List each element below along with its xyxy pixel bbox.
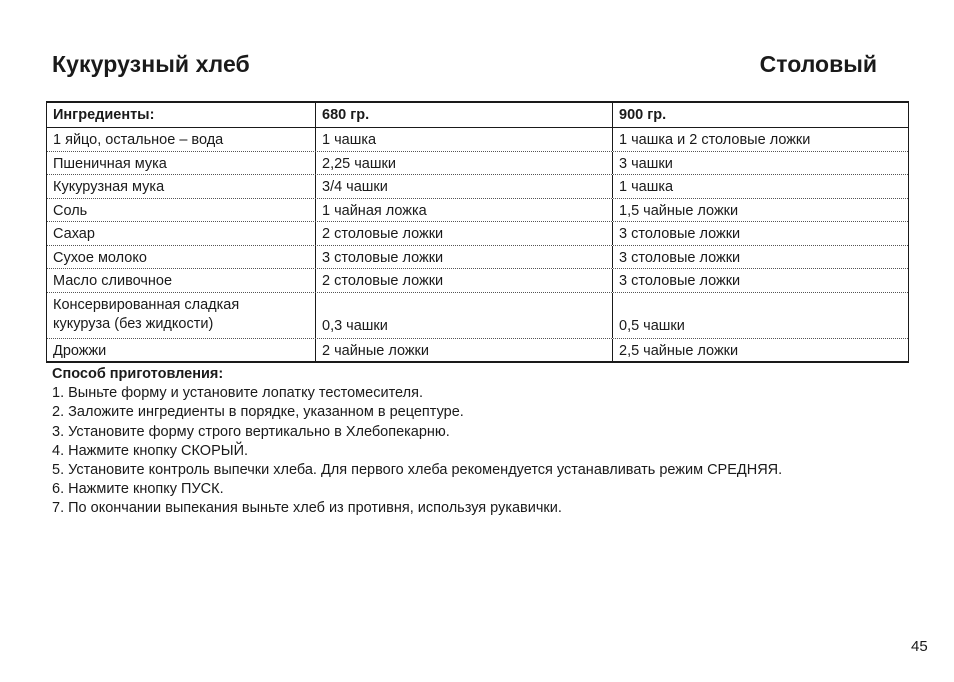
method-step: 6. Нажмите кнопку ПУСК. [52,481,224,498]
method-heading: Способ приготовления: [52,366,224,382]
amount-900-text: 0,5 чашки [619,317,685,334]
amount-680-cell: 2 столовые ложки [316,269,613,292]
method-step: 4. Нажмите кнопку СКОРЫЙ. [52,442,249,459]
ingredients-table [46,101,909,363]
amount-680-cell: 3/4 чашки [316,175,613,198]
amount-900-cell: 3 столовые ложки [619,226,741,242]
amount-680-cell: 2 столовые ложки [316,222,613,245]
table-header-row [47,103,908,128]
method-step: 5. Установите контроль выпечки хлеба. Для первого хлеба рекомендуется устанавливать режим СРЕДНЯЯ. [52,462,783,479]
ingredient-cell [47,293,316,338]
amount-680-cell: 2 чайные ложки [316,339,613,362]
ingredient-line: кукуруза (без жидкости) [53,315,214,332]
table-row [47,292,908,338]
method-step: 7. По окончании выпекания выньте хлеб из противня, используя рукавички. [52,500,562,517]
page-number: 45 [911,638,928,655]
table-row [47,245,908,269]
amount-900-cell: 2,5 чайные ложки [619,342,739,359]
amount-900-cell: 3 чашки [619,155,673,172]
ingredient-cell: Дрожжи [47,339,316,362]
recipe-title: Кукурузный хлеб [52,51,250,77]
amount-900-cell: 1 чашка и 2 столовые ложки [619,132,811,148]
table-row [47,198,908,222]
ingredient-cell: Сахар [47,222,316,245]
amount-900-cell: 3 столовые ложки [619,249,741,266]
method-step: 2. Заложите ингредиенты в порядке, указанном в рецептуре. [52,404,464,421]
method-step: 1. Выньте форму и установите лопатку тестомесителя. [52,385,423,402]
amount-900-cell: 1,5 чайные ложки [619,202,739,219]
ingredient-cell: 1 яйцо, остальное – вода [47,128,316,151]
column-header-ingredients: Ингредиенты: [47,103,316,127]
recipe-category: Столовый [759,51,877,77]
table-row [47,221,908,245]
method-step: 3. Установите форму строго вертикально в Хлебопекарню. [52,423,450,440]
ingredient-cell: Сухое молоко [47,246,316,269]
ingredient-cell: Кукурузная мука [47,175,316,198]
ingredient-cell: Масло сливочное [47,269,316,292]
amount-900-cell [613,293,908,338]
amount-680-cell: 1 чашка [316,128,613,151]
table-row [47,268,908,292]
table-row [47,128,908,151]
ingredient-cell: Пшеничная мука [47,152,316,175]
preparation-method [52,365,782,519]
table-row [47,151,908,175]
table-row [47,174,908,198]
column-header-680g: 680 гр. [316,103,613,127]
ingredient-line: Консервированная сладкая [53,296,240,313]
amount-680-cell: 3 столовые ложки [316,246,613,269]
amount-680-text: 0,3 чашки [322,317,388,334]
column-header-900g: 900 гр. [619,107,667,123]
amount-680-cell: 1 чайная ложка [316,199,613,222]
table-row [47,338,908,362]
ingredient-cell: Соль [47,199,316,222]
amount-680-cell [316,293,613,338]
amount-900-cell: 3 столовые ложки [619,273,741,289]
amount-680-cell: 2,25 чашки [316,152,613,175]
amount-900-cell: 1 чашка [619,179,674,195]
